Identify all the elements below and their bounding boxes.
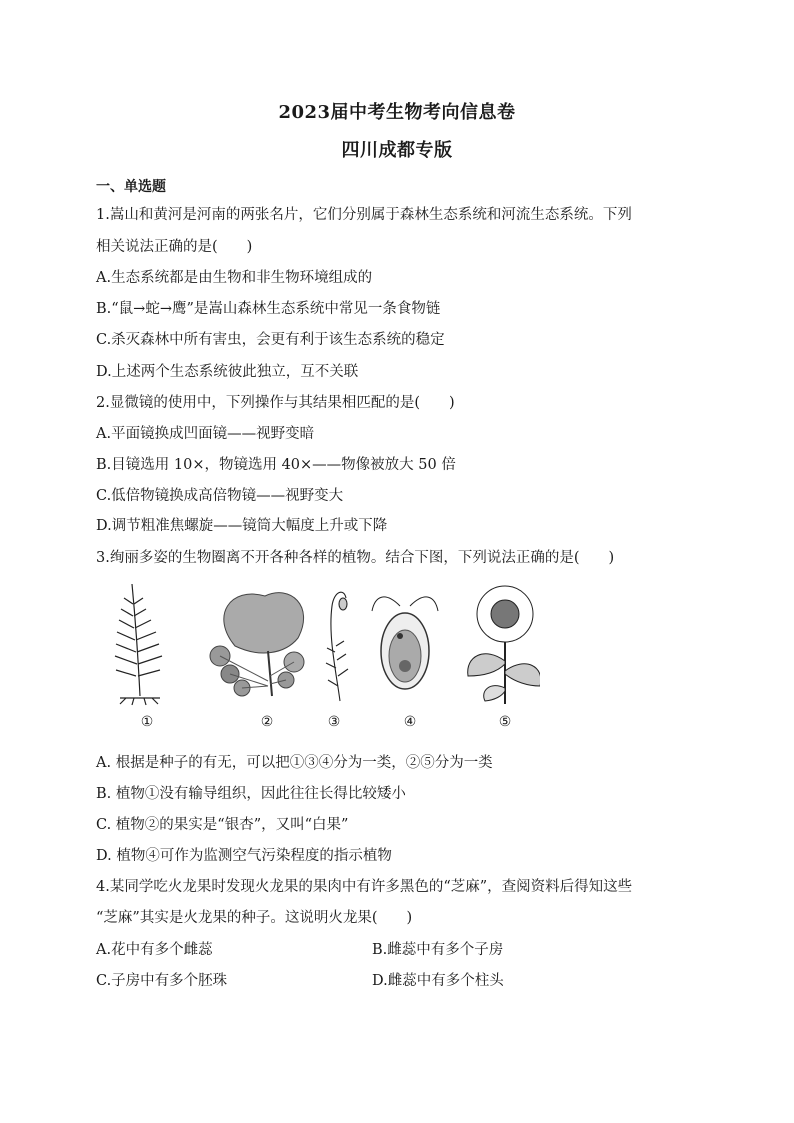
fern-illustration xyxy=(115,584,162,705)
exam-title: 2023届中考生物考向信息卷 xyxy=(278,102,516,123)
q1-stem-line2: 相关说法正确的是( ) xyxy=(96,239,253,255)
section-heading: 一、单选题 xyxy=(96,179,166,195)
q4-option-d: D.雌蕊中有多个柱头 xyxy=(372,973,504,989)
q1-option-c: C.杀灭森林中所有害虫，会更有利于该生态系统的稳定 xyxy=(96,332,445,348)
q4-option-b: B.雌蕊中有多个子房 xyxy=(372,942,504,958)
q2-stem: 2.显微镜的使用中，下列操作与其结果相匹配的是( ) xyxy=(96,395,455,411)
q3-option-b: B. 植物①没有输导组织，因此往往长得比较矮小 xyxy=(96,786,406,802)
q4-stem-line2: “芝麻”其实是火龙果的种子。这说明火龙果( ) xyxy=(96,910,413,926)
q1-option-b: B.“鼠→蛇→鹰”是嵩山森林生态系统中常见一条食物链 xyxy=(96,301,441,317)
chlamydomonas-illustration xyxy=(372,597,438,689)
q3-plant-figure xyxy=(100,576,540,746)
ginkgo-illustration xyxy=(210,593,304,696)
moss-illustration xyxy=(326,592,348,701)
q3-stem: 3.绚丽多姿的生物圈离不开各种各样的植物。结合下图，下列说法正确的是( ) xyxy=(96,550,615,566)
q4-option-c: C.子房中有多个胚珠 xyxy=(96,973,228,989)
q3-option-d: D. 植物④可作为监测空气污染程度的指示植物 xyxy=(96,848,392,864)
q3-option-c: C. 植物②的果实是“银杏”，又叫“白果” xyxy=(96,817,349,833)
exam-subtitle: 四川成都专版 xyxy=(341,140,453,161)
figure-label-2: ② xyxy=(260,714,274,730)
sunflower-illustration xyxy=(468,586,540,704)
q4-option-a: A.花中有多个雌蕊 xyxy=(96,942,213,958)
q2-option-a: A.平面镜换成凹面镜——视野变暗 xyxy=(96,426,315,442)
q1-option-a: A.生态系统都是由生物和非生物环境组成的 xyxy=(96,270,373,286)
q2-option-b: B.目镜选用 10×，物镜选用 40×——物像被放大 50 倍 xyxy=(96,457,456,473)
q2-option-d: D.调节粗准焦螺旋——镜筒大幅度上升或下降 xyxy=(96,518,388,534)
q1-option-d: D.上述两个生态系统彼此独立，互不关联 xyxy=(96,364,359,380)
q2-option-c: C.低倍物镜换成高倍物镜——视野变大 xyxy=(96,488,344,504)
q1-stem-line1: 1.嵩山和黄河是河南的两张名片，它们分别属于森林生态系统和河流生态系统。下列 xyxy=(96,207,632,223)
figure-label-1: ① xyxy=(140,714,154,730)
figure-label-3: ③ xyxy=(327,714,341,730)
figure-label-5: ⑤ xyxy=(498,714,512,730)
q4-stem-line1: 4.某同学吃火龙果时发现火龙果的果肉中有许多黑色的“芝麻”，查阅资料后得知这些 xyxy=(96,879,633,895)
figure-label-4: ④ xyxy=(403,714,417,730)
q3-option-a: A. 根据是种子的有无，可以把①③④分为一类，②⑤分为一类 xyxy=(96,755,493,771)
